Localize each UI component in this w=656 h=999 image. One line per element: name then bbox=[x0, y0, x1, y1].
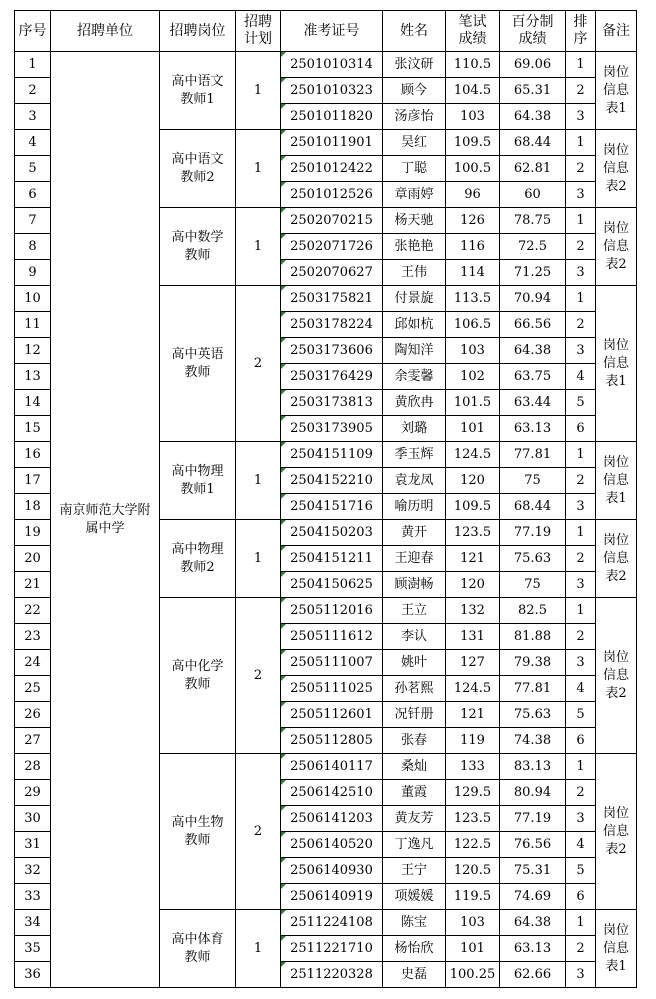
rank: 2 bbox=[566, 312, 596, 338]
row-number: 34 bbox=[15, 910, 51, 936]
percent-score: 63.44 bbox=[500, 390, 566, 416]
exam-id: 2505112805 bbox=[281, 728, 383, 754]
recruitment-plan: 1 bbox=[236, 52, 281, 130]
percent-score: 74.69 bbox=[500, 884, 566, 910]
row-number: 13 bbox=[15, 364, 51, 390]
recruiting-post-text: 高中物理教师1 bbox=[171, 463, 224, 497]
percent-score: 77.81 bbox=[500, 442, 566, 468]
exam-id: 2505112601 bbox=[281, 702, 383, 728]
candidate-name: 史磊 bbox=[383, 962, 446, 988]
candidate-name: 余雯馨 bbox=[383, 364, 446, 390]
percent-score: 74.38 bbox=[500, 728, 566, 754]
row-number: 24 bbox=[15, 650, 51, 676]
exam-id: 2504150625 bbox=[281, 572, 383, 598]
recruitment-plan: 1 bbox=[236, 910, 281, 988]
note-text: 岗位信息表1 bbox=[602, 337, 629, 389]
header-post: 招聘岗位 bbox=[160, 11, 236, 52]
note bbox=[596, 130, 637, 208]
exam-id: 2502070627 bbox=[281, 260, 383, 286]
note-text: 岗位信息表2 bbox=[602, 142, 629, 194]
written-score: 119.5 bbox=[446, 884, 500, 910]
row-number: 26 bbox=[15, 702, 51, 728]
row-number: 16 bbox=[15, 442, 51, 468]
exam-id: 2503176429 bbox=[281, 364, 383, 390]
exam-id: 2505111007 bbox=[281, 650, 383, 676]
exam-id: 2506140117 bbox=[281, 754, 383, 780]
row-number: 17 bbox=[15, 468, 51, 494]
exam-id: 2511220328 bbox=[281, 962, 383, 988]
rank: 2 bbox=[566, 936, 596, 962]
row-number: 18 bbox=[15, 494, 51, 520]
header-written: 笔试成绩 bbox=[446, 11, 500, 52]
candidate-name: 王立 bbox=[383, 598, 446, 624]
recruitment-plan: 2 bbox=[236, 754, 281, 910]
row-number: 30 bbox=[15, 806, 51, 832]
written-score: 109.5 bbox=[446, 494, 500, 520]
candidate-name: 陈宝 bbox=[383, 910, 446, 936]
row-number: 14 bbox=[15, 390, 51, 416]
percent-score: 70.94 bbox=[500, 286, 566, 312]
candidate-name: 孙茗熙 bbox=[383, 676, 446, 702]
percent-score: 82.5 bbox=[500, 598, 566, 624]
exam-id: 2501012526 bbox=[281, 182, 383, 208]
note bbox=[596, 520, 637, 598]
rank: 3 bbox=[566, 104, 596, 130]
recruiting-post-text: 高中语文教师2 bbox=[171, 151, 224, 185]
row-number: 4 bbox=[15, 130, 51, 156]
percent-score: 62.66 bbox=[500, 962, 566, 988]
candidate-name: 张汶研 bbox=[383, 52, 446, 78]
candidate-name: 顾澍畅 bbox=[383, 572, 446, 598]
row-number: 9 bbox=[15, 260, 51, 286]
written-score: 103 bbox=[446, 104, 500, 130]
recruiting-post-text: 高中体育教师 bbox=[171, 931, 224, 965]
rank: 3 bbox=[566, 962, 596, 988]
percent-score: 75 bbox=[500, 572, 566, 598]
candidate-name: 李认 bbox=[383, 624, 446, 650]
percent-score: 75.63 bbox=[500, 546, 566, 572]
written-score: 103 bbox=[446, 910, 500, 936]
row-number: 36 bbox=[15, 962, 51, 988]
rank: 6 bbox=[566, 728, 596, 754]
percent-score: 69.06 bbox=[500, 52, 566, 78]
candidate-name: 丁逸凡 bbox=[383, 832, 446, 858]
exam-id: 2504150203 bbox=[281, 520, 383, 546]
percent-score: 75.63 bbox=[500, 702, 566, 728]
note bbox=[596, 286, 637, 442]
rank: 2 bbox=[566, 234, 596, 260]
row-number: 6 bbox=[15, 182, 51, 208]
note bbox=[596, 910, 637, 988]
candidate-name: 项媛媛 bbox=[383, 884, 446, 910]
row-number: 2 bbox=[15, 78, 51, 104]
row-number: 19 bbox=[15, 520, 51, 546]
percent-score: 65.31 bbox=[500, 78, 566, 104]
rank: 3 bbox=[566, 338, 596, 364]
rank: 2 bbox=[566, 546, 596, 572]
row-number: 10 bbox=[15, 286, 51, 312]
candidate-name: 付景旋 bbox=[383, 286, 446, 312]
row-number: 35 bbox=[15, 936, 51, 962]
percent-score: 77.19 bbox=[500, 806, 566, 832]
percent-score: 63.75 bbox=[500, 364, 566, 390]
exam-id: 2502071726 bbox=[281, 234, 383, 260]
written-score: 102 bbox=[446, 364, 500, 390]
row-number: 3 bbox=[15, 104, 51, 130]
written-score: 116 bbox=[446, 234, 500, 260]
candidate-name: 陶知洋 bbox=[383, 338, 446, 364]
percent-score: 75.31 bbox=[500, 858, 566, 884]
rank: 1 bbox=[566, 286, 596, 312]
recruiting-post bbox=[160, 442, 236, 520]
recruitment-results-table bbox=[14, 10, 637, 988]
written-score: 120 bbox=[446, 572, 500, 598]
exam-id: 2506140919 bbox=[281, 884, 383, 910]
exam-id: 2504151211 bbox=[281, 546, 383, 572]
exam-id: 2506140930 bbox=[281, 858, 383, 884]
percent-score: 81.88 bbox=[500, 624, 566, 650]
exam-id: 2503178224 bbox=[281, 312, 383, 338]
written-score: 120.5 bbox=[446, 858, 500, 884]
rank: 5 bbox=[566, 858, 596, 884]
rank: 5 bbox=[566, 390, 596, 416]
percent-score: 64.38 bbox=[500, 104, 566, 130]
recruitment-plan: 2 bbox=[236, 286, 281, 442]
exam-id: 2503175821 bbox=[281, 286, 383, 312]
recruiting-post bbox=[160, 520, 236, 598]
rank: 2 bbox=[566, 468, 596, 494]
candidate-name: 季玉辉 bbox=[383, 442, 446, 468]
row-number: 29 bbox=[15, 780, 51, 806]
note bbox=[596, 754, 637, 910]
percent-score: 63.13 bbox=[500, 416, 566, 442]
rank: 1 bbox=[566, 910, 596, 936]
candidate-name: 杨天驰 bbox=[383, 208, 446, 234]
rank: 3 bbox=[566, 260, 596, 286]
written-score: 101 bbox=[446, 416, 500, 442]
written-score: 129.5 bbox=[446, 780, 500, 806]
written-score: 124.5 bbox=[446, 676, 500, 702]
recruiting-unit bbox=[51, 52, 160, 988]
rank: 3 bbox=[566, 494, 596, 520]
exam-id: 2501011901 bbox=[281, 130, 383, 156]
note bbox=[596, 208, 637, 286]
note bbox=[596, 52, 637, 130]
header-exam-id: 准考证号 bbox=[281, 11, 383, 52]
candidate-name: 顾今 bbox=[383, 78, 446, 104]
written-score: 132 bbox=[446, 598, 500, 624]
candidate-name: 张春 bbox=[383, 728, 446, 754]
recruiting-post bbox=[160, 598, 236, 754]
row-number: 20 bbox=[15, 546, 51, 572]
candidate-name: 黄开 bbox=[383, 520, 446, 546]
written-score: 104.5 bbox=[446, 78, 500, 104]
header-rank: 排序 bbox=[566, 11, 596, 52]
written-score: 121 bbox=[446, 702, 500, 728]
candidate-name: 章雨婷 bbox=[383, 182, 446, 208]
recruitment-plan: 1 bbox=[236, 130, 281, 208]
written-score: 103 bbox=[446, 338, 500, 364]
percent-score: 60 bbox=[500, 182, 566, 208]
exam-id: 2511221710 bbox=[281, 936, 383, 962]
candidate-name: 邱如杭 bbox=[383, 312, 446, 338]
note-text: 岗位信息表2 bbox=[602, 805, 629, 857]
row-number: 7 bbox=[15, 208, 51, 234]
written-score: 123.5 bbox=[446, 806, 500, 832]
exam-id: 2502070215 bbox=[281, 208, 383, 234]
percent-score: 77.19 bbox=[500, 520, 566, 546]
written-score: 101.5 bbox=[446, 390, 500, 416]
rank: 3 bbox=[566, 182, 596, 208]
note-text: 岗位信息表1 bbox=[602, 454, 629, 506]
row-number: 27 bbox=[15, 728, 51, 754]
header-note: 备注 bbox=[596, 11, 637, 52]
candidate-name: 桑灿 bbox=[383, 754, 446, 780]
exam-id: 2501012422 bbox=[281, 156, 383, 182]
percent-score: 71.25 bbox=[500, 260, 566, 286]
note-text: 岗位信息表2 bbox=[602, 532, 629, 584]
row-number: 11 bbox=[15, 312, 51, 338]
exam-id: 2503173813 bbox=[281, 390, 383, 416]
candidate-name: 董霞 bbox=[383, 780, 446, 806]
recruiting-post bbox=[160, 52, 236, 130]
recruitment-plan: 1 bbox=[236, 442, 281, 520]
candidate-name: 刘璐 bbox=[383, 416, 446, 442]
recruitment-plan: 1 bbox=[236, 520, 281, 598]
recruiting-post-text: 高中物理教师2 bbox=[171, 541, 224, 575]
percent-score: 66.56 bbox=[500, 312, 566, 338]
row-number: 31 bbox=[15, 832, 51, 858]
exam-id: 2505111612 bbox=[281, 624, 383, 650]
percent-score: 76.56 bbox=[500, 832, 566, 858]
row-number: 12 bbox=[15, 338, 51, 364]
rank: 3 bbox=[566, 650, 596, 676]
recruiting-unit-text: 南京师范大学附属中学 bbox=[59, 502, 151, 536]
note-text: 岗位信息表1 bbox=[602, 64, 629, 116]
written-score: 133 bbox=[446, 754, 500, 780]
written-score: 113.5 bbox=[446, 286, 500, 312]
note-text: 岗位信息表1 bbox=[602, 922, 629, 974]
written-score: 123.5 bbox=[446, 520, 500, 546]
recruiting-post bbox=[160, 754, 236, 910]
written-score: 96 bbox=[446, 182, 500, 208]
exam-id: 2506142510 bbox=[281, 780, 383, 806]
written-score: 101 bbox=[446, 936, 500, 962]
rank: 4 bbox=[566, 832, 596, 858]
candidate-name: 杨怡欣 bbox=[383, 936, 446, 962]
candidate-name: 汤彦怡 bbox=[383, 104, 446, 130]
rank: 1 bbox=[566, 598, 596, 624]
rank: 4 bbox=[566, 364, 596, 390]
candidate-name: 况钎册 bbox=[383, 702, 446, 728]
note-text: 岗位信息表2 bbox=[602, 220, 629, 272]
header-no: 序号 bbox=[15, 11, 51, 52]
recruiting-post bbox=[160, 208, 236, 286]
written-score: 120 bbox=[446, 468, 500, 494]
exam-id: 2503173606 bbox=[281, 338, 383, 364]
row-number: 15 bbox=[15, 416, 51, 442]
candidate-name: 王宁 bbox=[383, 858, 446, 884]
written-score: 126 bbox=[446, 208, 500, 234]
written-score: 109.5 bbox=[446, 130, 500, 156]
candidate-name: 丁聪 bbox=[383, 156, 446, 182]
candidate-name: 姚叶 bbox=[383, 650, 446, 676]
row-number: 33 bbox=[15, 884, 51, 910]
exam-id: 2501011820 bbox=[281, 104, 383, 130]
recruitment-plan: 2 bbox=[236, 598, 281, 754]
rank: 1 bbox=[566, 754, 596, 780]
row-number: 23 bbox=[15, 624, 51, 650]
header-name: 姓名 bbox=[383, 11, 446, 52]
exam-id: 2505112016 bbox=[281, 598, 383, 624]
percent-score: 78.75 bbox=[500, 208, 566, 234]
row-number: 28 bbox=[15, 754, 51, 780]
exam-id: 2503173905 bbox=[281, 416, 383, 442]
rank: 2 bbox=[566, 78, 596, 104]
exam-id: 2504151716 bbox=[281, 494, 383, 520]
rank: 1 bbox=[566, 520, 596, 546]
rank: 6 bbox=[566, 884, 596, 910]
percent-score: 68.44 bbox=[500, 494, 566, 520]
candidate-name: 袁龙凤 bbox=[383, 468, 446, 494]
row-number: 32 bbox=[15, 858, 51, 884]
written-score: 110.5 bbox=[446, 52, 500, 78]
candidate-name: 吴红 bbox=[383, 130, 446, 156]
recruiting-post-text: 高中生物教师 bbox=[171, 814, 224, 848]
percent-score: 63.13 bbox=[500, 936, 566, 962]
row-number: 5 bbox=[15, 156, 51, 182]
table-row bbox=[15, 52, 637, 78]
header-plan: 招聘计划 bbox=[236, 11, 281, 52]
written-score: 124.5 bbox=[446, 442, 500, 468]
recruiting-post bbox=[160, 910, 236, 988]
percent-score: 64.38 bbox=[500, 910, 566, 936]
recruiting-post bbox=[160, 286, 236, 442]
recruitment-plan: 1 bbox=[236, 208, 281, 286]
written-score: 114 bbox=[446, 260, 500, 286]
candidate-name: 黄欣冉 bbox=[383, 390, 446, 416]
rank: 2 bbox=[566, 624, 596, 650]
header-percent: 百分制成绩 bbox=[500, 11, 566, 52]
recruiting-post-text: 高中数学教师 bbox=[171, 229, 224, 263]
exam-id: 2501010314 bbox=[281, 52, 383, 78]
rank: 3 bbox=[566, 572, 596, 598]
table-body bbox=[15, 52, 637, 988]
row-number: 8 bbox=[15, 234, 51, 260]
percent-score: 79.38 bbox=[500, 650, 566, 676]
written-score: 119 bbox=[446, 728, 500, 754]
percent-score: 64.38 bbox=[500, 338, 566, 364]
written-score: 106.5 bbox=[446, 312, 500, 338]
rank: 6 bbox=[566, 416, 596, 442]
note bbox=[596, 598, 637, 754]
candidate-name: 喻历明 bbox=[383, 494, 446, 520]
row-number: 21 bbox=[15, 572, 51, 598]
exam-id: 2505111025 bbox=[281, 676, 383, 702]
percent-score: 80.94 bbox=[500, 780, 566, 806]
recruiting-post-text: 高中英语教师 bbox=[171, 346, 224, 380]
written-score: 131 bbox=[446, 624, 500, 650]
recruiting-post-text: 高中化学教师 bbox=[171, 658, 224, 692]
percent-score: 83.13 bbox=[500, 754, 566, 780]
rank: 1 bbox=[566, 208, 596, 234]
rank: 5 bbox=[566, 702, 596, 728]
rank: 1 bbox=[566, 442, 596, 468]
exam-id: 2504151109 bbox=[281, 442, 383, 468]
percent-score: 62.81 bbox=[500, 156, 566, 182]
exam-id: 2504152210 bbox=[281, 468, 383, 494]
exam-id: 2501010323 bbox=[281, 78, 383, 104]
rank: 1 bbox=[566, 130, 596, 156]
written-score: 100.5 bbox=[446, 156, 500, 182]
recruiting-post-text: 高中语文教师1 bbox=[171, 73, 224, 107]
written-score: 127 bbox=[446, 650, 500, 676]
rank: 3 bbox=[566, 806, 596, 832]
header-unit: 招聘单位 bbox=[51, 11, 160, 52]
candidate-name: 黄友芳 bbox=[383, 806, 446, 832]
rank: 2 bbox=[566, 156, 596, 182]
percent-score: 68.44 bbox=[500, 130, 566, 156]
percent-score: 72.5 bbox=[500, 234, 566, 260]
rank: 1 bbox=[566, 52, 596, 78]
percent-score: 75 bbox=[500, 468, 566, 494]
header-row bbox=[15, 11, 637, 52]
exam-id: 2511224108 bbox=[281, 910, 383, 936]
note bbox=[596, 442, 637, 520]
candidate-name: 王迎春 bbox=[383, 546, 446, 572]
written-score: 100.25 bbox=[446, 962, 500, 988]
candidate-name: 张艳艳 bbox=[383, 234, 446, 260]
percent-score: 77.81 bbox=[500, 676, 566, 702]
written-score: 121 bbox=[446, 546, 500, 572]
row-number: 1 bbox=[15, 52, 51, 78]
written-score: 122.5 bbox=[446, 832, 500, 858]
recruiting-post bbox=[160, 130, 236, 208]
row-number: 22 bbox=[15, 598, 51, 624]
rank: 2 bbox=[566, 780, 596, 806]
note-text: 岗位信息表2 bbox=[602, 649, 629, 701]
exam-id: 2506141203 bbox=[281, 806, 383, 832]
rank: 4 bbox=[566, 676, 596, 702]
candidate-name: 王伟 bbox=[383, 260, 446, 286]
row-number: 25 bbox=[15, 676, 51, 702]
exam-id: 2506140520 bbox=[281, 832, 383, 858]
